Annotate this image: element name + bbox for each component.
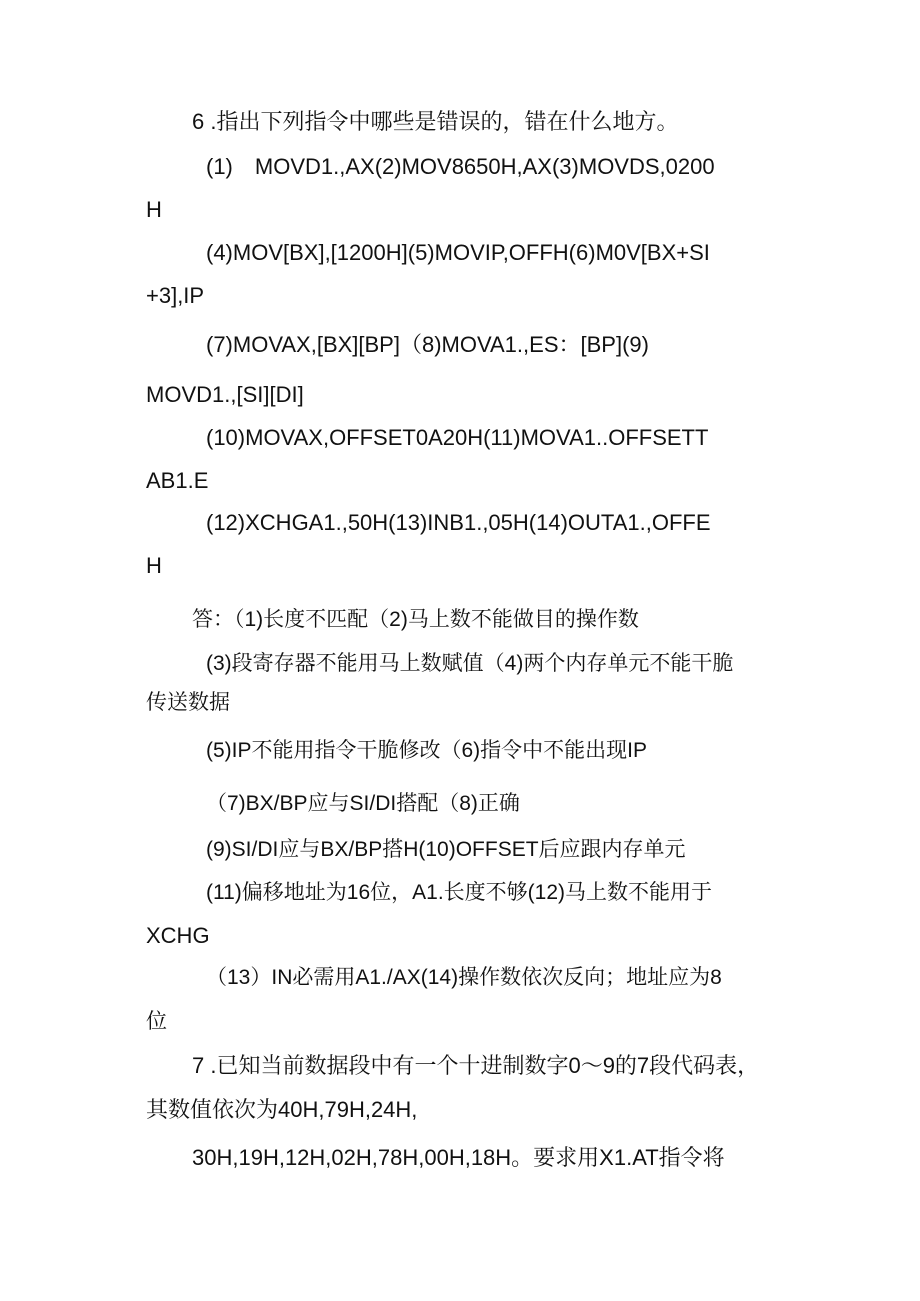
question-7-line-1: 7 .已知当前数据段中有一个十进制数字0～9的7段代码表， [192, 1053, 760, 1078]
question-7-line-3: 30H,19H,12H,02H,78H,00H,18H。要求用X1.AT指令将 [192, 1145, 725, 1170]
answer-line-6-cont: XCHG [146, 923, 210, 948]
answer-line-7: （13）IN必需用A1./AX(14)操作数依次反向；地址应为8 [206, 966, 722, 989]
instruction-line-2: (4)MOV[BX],[1200H](5)MOVIP,OFFH(6)M0V[BX+SI [206, 240, 710, 265]
instruction-line-4: (10)MOVAX,OFFSET0A20H(11)MOVA1..OFFSETT [206, 425, 709, 450]
instruction-line-4-cont: AB1.E [146, 468, 209, 493]
answer-line-3: (5)IP不能用指令干脆修改（6)指令中不能出现IP [206, 739, 648, 762]
answer-line-6: (11)偏移地址为16位，A1.长度不够(12)马上数不能用于 [206, 881, 713, 904]
instruction-line-1: (1) MOVD1.,AX(2)MOV8650H,AX(3)MOVDS,0200 [206, 154, 715, 179]
instruction-line-3: (7)MOVAX,[BX][BP]（8)MOVA1.,ES：[BP](9) [206, 332, 649, 357]
instruction-line-5-cont: H [146, 553, 162, 578]
answer-line-2: (3)段寄存器不能用马上数赋值（4)两个内存单元不能干脆 [206, 652, 734, 675]
question-6-title: 6 .指出下列指令中哪些是错误的，错在什么地方。 [192, 109, 679, 134]
answer-line-1: 答：（1)长度不匹配（2)马上数不能做目的操作数 [192, 608, 639, 631]
instruction-line-5: (12)XCHGA1.,50H(13)INB1.,05H(14)OUTA1.,OFFE [206, 510, 711, 535]
answer-line-5: (9)SI/DI应与BX/BP搭H(10)OFFSET后应跟内存单元 [206, 838, 686, 861]
question-7-line-2: 其数值依次为40H,79H,24H, [146, 1097, 418, 1122]
instruction-line-3-cont: MOVD1.,[SI][DI] [146, 382, 304, 407]
answer-line-2-cont: 传送数据 [146, 691, 230, 714]
instruction-line-1-cont: H [146, 197, 162, 222]
answer-line-4: （7)BX/BP应与SI/DI搭配（8)正确 [206, 792, 520, 815]
instruction-line-2-cont: +3],IP [146, 283, 205, 308]
answer-line-7-cont: 位 [146, 1010, 167, 1033]
